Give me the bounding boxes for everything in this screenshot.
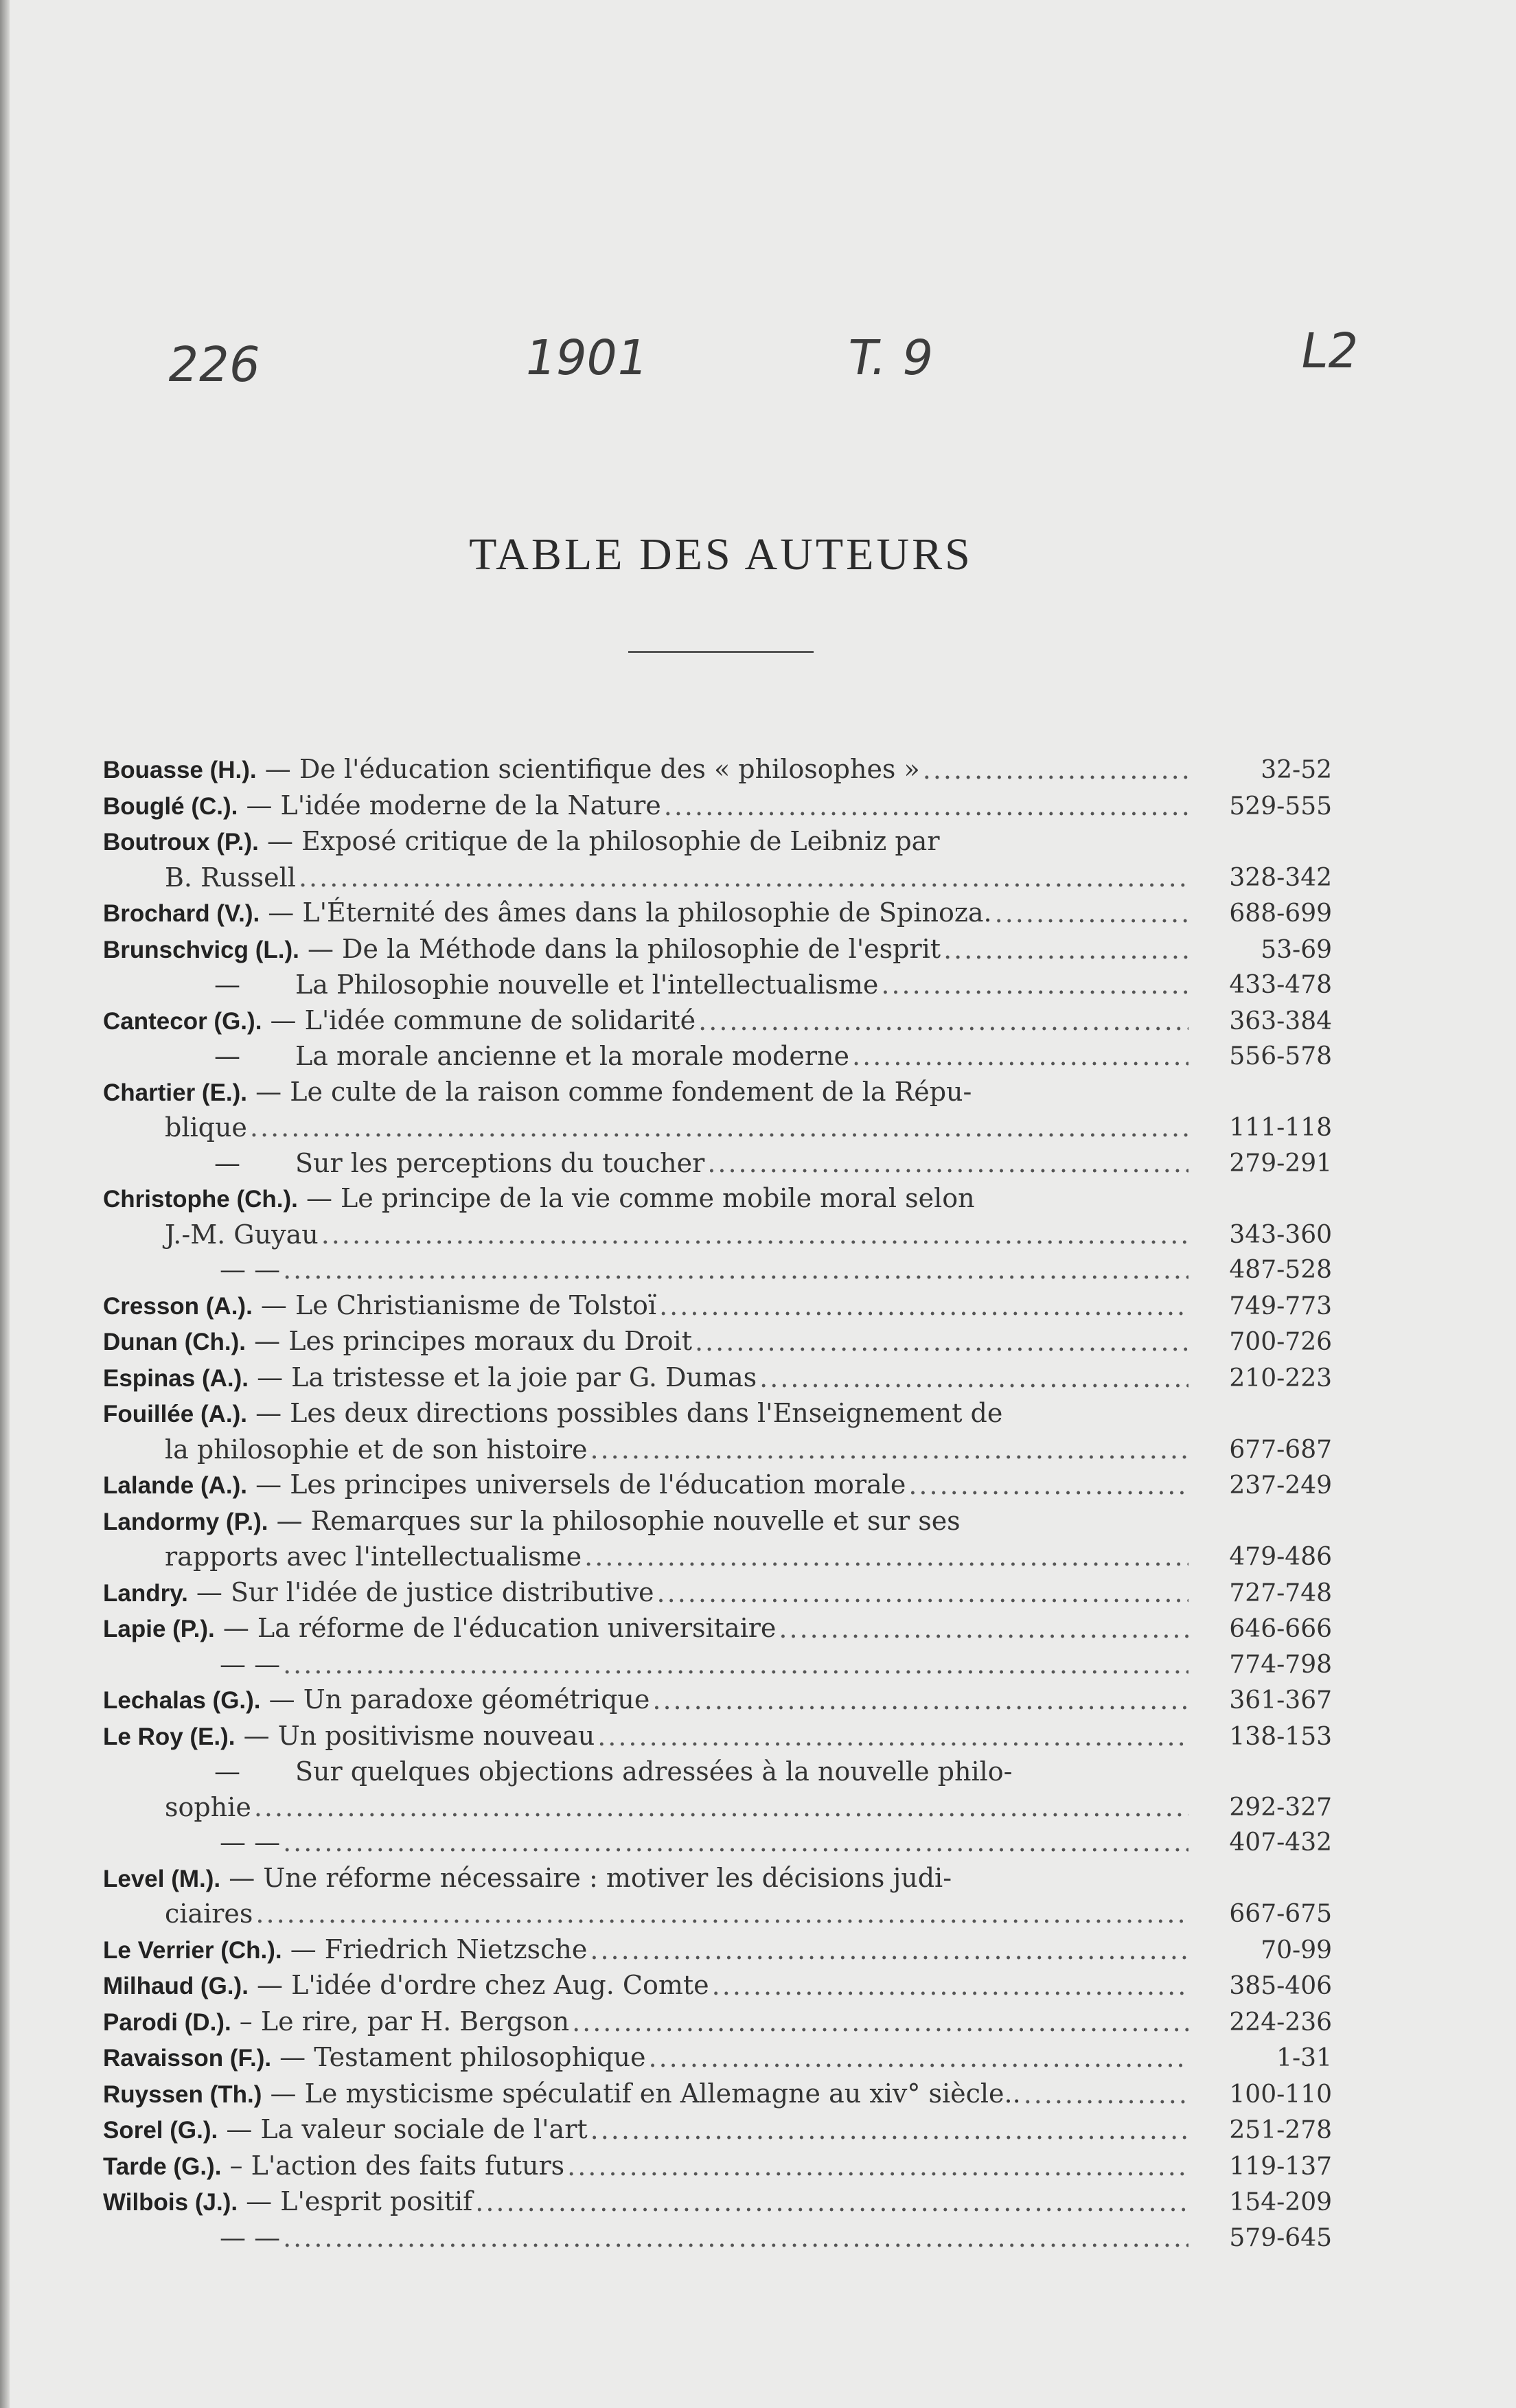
handwritten-mark-year: 1901: [520, 330, 653, 386]
table-row: [103, 1968, 1332, 2004]
page-range: 70-99: [1261, 1936, 1332, 1964]
author-name: Lechalas (G.).: [103, 1687, 261, 1714]
entry-text: [103, 2184, 1191, 2221]
work-title: — De la Méthode dans la philosophie de l'esprit: [299, 933, 941, 964]
table-row: [103, 2004, 1332, 2041]
page-range: 774-798: [1229, 1650, 1332, 1679]
entry-lead: [103, 1539, 582, 1575]
entry-text: [103, 1754, 1191, 1790]
page-range: 479-486: [1229, 1543, 1332, 1571]
leader-dots: [712, 1969, 1188, 2004]
work-title: — Le culte de la raison comme fondement de la Répu-: [247, 1076, 972, 1107]
page-range: 677-687: [1229, 1435, 1332, 1464]
entry-text: [103, 1968, 1191, 2004]
leader-dots: [250, 1110, 1188, 1146]
work-title: — —: [220, 1649, 281, 1679]
author-name: Chartier (E.).: [103, 1079, 248, 1106]
entry-lead: [103, 1324, 692, 1360]
title-underline-rule: [628, 651, 814, 653]
leader-dots: [590, 1432, 1188, 1468]
table-row: [103, 824, 1332, 860]
entry-lead: [103, 1039, 849, 1075]
handwritten-mark-tome: T. 9: [842, 330, 938, 386]
author-name: Sorel (G.).: [103, 2117, 218, 2144]
entry-text: [103, 1682, 1191, 1719]
work-title: rapports avec l'intellectualisme: [165, 1541, 582, 1572]
work-title: – Le rire, par H. Bergson: [231, 2006, 570, 2037]
page-range: 361-367: [1229, 1686, 1332, 1715]
page-range: 292-327: [1229, 1793, 1332, 1822]
leader-dots: [283, 2221, 1188, 2256]
entry-lead: [103, 1647, 280, 1683]
work-title: B. Russell: [165, 862, 296, 893]
work-title: — —: [220, 1827, 281, 1857]
author-name: Christophe (Ch.).: [103, 1186, 298, 1213]
author-name: Brunschvicg (L.).: [103, 936, 299, 963]
page-range: 749-773: [1229, 1292, 1332, 1320]
page-range: 433-478: [1229, 971, 1332, 999]
work-title: — La valeur sociale de l'art: [218, 2114, 588, 2144]
work-title: — Friedrich Nietzsche: [282, 1934, 588, 1964]
handwritten-mark-code: L2: [1296, 323, 1364, 379]
table-row: [103, 1504, 1332, 1540]
entry-lead: [103, 1181, 975, 1217]
leader-dots: [659, 1289, 1188, 1325]
work-title: — Un paradoxe géométrique: [260, 1684, 650, 1715]
page-title: TABLE DES AUTEURS: [469, 529, 973, 580]
table-row: [103, 1790, 1332, 1826]
work-title: — —: [220, 1254, 281, 1285]
page-range: 579-645: [1229, 2223, 1332, 2252]
entry-lead: [103, 1611, 776, 1647]
author-name: Parodi (D.).: [103, 2008, 231, 2036]
leader-dots: [283, 1825, 1188, 1861]
page-range: 385-406: [1229, 1972, 1332, 2000]
leader-dots: [707, 1146, 1188, 1182]
entry-lead: [103, 1861, 952, 1897]
table-row: [103, 1896, 1332, 1932]
work-title: — —: [220, 2222, 281, 2253]
entry-text: [103, 1288, 1191, 1325]
table-row: [103, 1861, 1332, 1897]
table-row: [103, 932, 1332, 968]
table-row: [103, 1932, 1332, 1969]
leader-dots: [584, 1539, 1188, 1575]
entry-lead: [103, 752, 920, 788]
entry-lead: [103, 1932, 587, 1969]
entry-lead: [103, 1896, 253, 1932]
page-range: 667-675: [1229, 1900, 1332, 1928]
table-row: [103, 1647, 1332, 1683]
work-title: — Le Christianisme de Tolstoï: [252, 1289, 657, 1320]
table-row: [103, 1003, 1332, 1040]
author-name: Lapie (P.).: [103, 1616, 215, 1642]
work-title: — L'idée d'ordre chez Aug. Comte: [248, 1970, 709, 2000]
entry-lead: [103, 1682, 650, 1719]
entry-lead: [103, 2004, 569, 2041]
author-name: Tarde (G.).: [103, 2153, 222, 2180]
work-title: — Exposé critique de la philosophie de Leibniz par: [258, 826, 940, 856]
table-row: [103, 2221, 1332, 2256]
entry-lead: [103, 2112, 588, 2148]
handwritten-mark-volume-number: 226: [163, 336, 265, 393]
table-row: [103, 1682, 1332, 1719]
entry-text: [103, 788, 1191, 825]
work-title: — Testament philosophique: [271, 2042, 646, 2072]
work-title: La morale ancienne et la morale moderne: [295, 1041, 850, 1071]
table-row: [103, 1146, 1332, 1182]
leader-dots: [590, 1933, 1188, 1969]
entry-text: [103, 2112, 1191, 2148]
author-name: Ravaisson (F.).: [103, 2045, 272, 2072]
page-range: 487-528: [1229, 1256, 1332, 1284]
table-row: [103, 1432, 1332, 1468]
page-range: 279-291: [1229, 1149, 1332, 1178]
entry-text: [103, 895, 1191, 932]
leader-dots: [567, 2149, 1188, 2185]
entry-lead: [103, 1575, 654, 1612]
entry-text: [103, 2148, 1191, 2185]
author-table: [103, 752, 1332, 2256]
page-range: 363-384: [1229, 1007, 1332, 1035]
leader-dots: [881, 967, 1188, 1003]
leader-dots: [1024, 2077, 1188, 2113]
entry-lead: [103, 1217, 319, 1253]
table-row: [103, 2148, 1332, 2185]
entry-lead: [103, 1504, 961, 1540]
entry-lead: [103, 1396, 1002, 1432]
entry-text: [103, 2076, 1191, 2113]
author-name: Milhaud (G.).: [103, 1973, 249, 1999]
entry-text: [103, 1110, 1191, 1146]
entry-lead: [103, 1288, 656, 1325]
author-name: Level (M.).: [103, 1865, 221, 1892]
entry-text: [103, 1575, 1191, 1612]
leader-dots: [908, 1468, 1188, 1504]
author-name: Brochard (V.).: [103, 900, 260, 927]
work-title: — L'esprit positif: [238, 2186, 473, 2216]
page-range: 119-137: [1229, 2152, 1332, 2181]
table-row: [103, 2184, 1332, 2221]
entry-lead: [103, 1252, 280, 1288]
table-row: [103, 967, 1332, 1003]
author-name: Le Verrier (Ch.).: [103, 1936, 282, 1964]
author-name: Dunan (Ch.).: [103, 1329, 246, 1355]
entry-text: [103, 1396, 1191, 1432]
indent-spacer: —: [214, 1147, 240, 1178]
work-title: — Le mysticisme spéculatif en Allemagne au xiv° siècle..: [262, 2078, 1021, 2109]
work-title: — Sur l'idée de justice distributive: [187, 1576, 654, 1607]
table-row: [103, 2040, 1332, 2076]
work-title: — L'idée commune de solidarité: [262, 1005, 696, 1035]
leader-dots: [852, 1039, 1188, 1075]
indent-spacer: —: [214, 1041, 240, 1071]
table-row: [103, 752, 1332, 788]
author-name: Espinas (A.).: [103, 1364, 249, 1392]
leader-dots: [657, 1576, 1188, 1612]
table-row: [103, 1539, 1332, 1575]
work-title: — La réforme de l'éducation universitaire: [214, 1613, 777, 1643]
table-row: [103, 860, 1332, 896]
entry-lead: [103, 1110, 247, 1146]
entry-text: [103, 1861, 1191, 1897]
leader-dots: [698, 1004, 1188, 1040]
entry-text: [103, 1146, 1191, 1182]
author-name: Cantecor (G.).: [103, 1007, 262, 1035]
entry-lead: [103, 1467, 906, 1504]
entry-lead: [103, 2221, 280, 2256]
leader-dots: [572, 2005, 1188, 2041]
table-row: [103, 1181, 1332, 1217]
page-range: 154-209: [1229, 2188, 1332, 2216]
work-title: J.-M. Guyau: [165, 1219, 319, 1250]
entry-text: [103, 1467, 1191, 1504]
page-range: 251-278: [1229, 2116, 1332, 2144]
author-name: Landormy (P.).: [103, 1508, 268, 1535]
work-title: Sur les perceptions du toucher: [295, 1147, 705, 1178]
leader-dots: [597, 1719, 1188, 1755]
entry-lead: [103, 1968, 709, 2004]
entry-text: [103, 752, 1191, 788]
entry-lead: [103, 788, 661, 825]
table-row: [103, 788, 1332, 825]
table-row: [103, 1467, 1332, 1504]
work-title: — Un positivisme nouveau: [235, 1720, 595, 1751]
entry-text: [103, 1039, 1191, 1075]
table-row: [103, 1075, 1332, 1111]
table-row: [103, 1252, 1332, 1288]
leader-dots: [475, 2185, 1188, 2221]
work-title: — L'idée moderne de la Nature: [238, 790, 661, 821]
leader-dots: [649, 2041, 1189, 2076]
indent-spacer: —: [214, 970, 240, 1000]
entry-text: [103, 1719, 1191, 1755]
table-row: [103, 1360, 1332, 1397]
entry-text: [103, 1432, 1191, 1468]
entry-text: [103, 1825, 1191, 1861]
entry-lead: [103, 932, 941, 968]
leader-dots: [923, 753, 1188, 788]
entry-text: [103, 1504, 1191, 1540]
page-range: 646-666: [1229, 1615, 1332, 1643]
entry-text: [103, 1790, 1191, 1826]
leader-dots: [759, 1361, 1188, 1397]
table-row: [103, 2076, 1332, 2113]
handwritten-annotations: [0, 323, 1516, 419]
entry-text: [103, 2221, 1191, 2256]
work-title: — De l'éducation scientifique des « philosophes »: [256, 754, 920, 784]
author-name: Wilbois (J.).: [103, 2189, 238, 2216]
work-title: sophie: [165, 1791, 251, 1822]
table-row: [103, 1396, 1332, 1432]
leader-dots: [255, 1896, 1188, 1932]
author-name: Lalande (A.).: [103, 1472, 248, 1499]
author-name: Ruyssen (Th.): [103, 2080, 262, 2108]
table-row: [103, 1039, 1332, 1075]
author-name: Fouillée (A.).: [103, 1401, 247, 1427]
entry-text: [103, 967, 1191, 1003]
page-range: 328-342: [1229, 863, 1332, 892]
leader-dots: [652, 1683, 1188, 1719]
entry-lead: [103, 1146, 704, 1182]
entry-lead: [103, 1003, 696, 1040]
entry-lead: [103, 2184, 472, 2221]
table-row: [103, 1575, 1332, 1612]
author-name: Landry.: [103, 1579, 188, 1607]
work-title: ciaires: [165, 1899, 253, 1929]
work-title: — Les principes moraux du Droit: [246, 1326, 692, 1356]
page-range: 237-249: [1229, 1471, 1332, 1500]
leader-dots: [995, 896, 1188, 932]
leader-dots: [590, 2113, 1188, 2148]
page-range: 210-223: [1229, 1364, 1332, 1392]
work-title: La Philosophie nouvelle et l'intellectualisme: [295, 970, 879, 1000]
entry-lead: [103, 824, 939, 860]
page-range: 1-31: [1276, 2044, 1332, 2072]
leader-dots: [283, 1252, 1188, 1288]
entry-text: [103, 1324, 1191, 1360]
table-row: [103, 1754, 1332, 1790]
author-name: Boutroux (P.).: [103, 829, 259, 856]
author-name: Cresson (A.).: [103, 1292, 253, 1320]
leader-dots: [664, 789, 1188, 825]
page-range: 407-432: [1229, 1828, 1332, 1857]
entry-lead: [103, 2076, 1021, 2113]
work-title: blique: [165, 1112, 247, 1143]
entry-lead: [103, 2148, 564, 2185]
leader-dots: [254, 1790, 1188, 1826]
entry-lead: [103, 1790, 251, 1826]
indent-spacer: —: [214, 1756, 240, 1787]
entry-lead: [103, 1719, 595, 1755]
entry-text: [103, 1003, 1191, 1040]
table-row: [103, 1110, 1332, 1146]
table-row: [103, 1217, 1332, 1253]
page-range: 529-555: [1229, 792, 1332, 821]
page-range: 32-52: [1261, 756, 1332, 784]
entry-text: [103, 1075, 1191, 1111]
table-row: [103, 1611, 1332, 1647]
table-row: [103, 1825, 1332, 1861]
author-name: Le Roy (E.).: [103, 1723, 236, 1750]
page-range: 111-118: [1229, 1114, 1332, 1142]
work-title: — Les principes universels de l'éducation morale: [247, 1469, 906, 1500]
table-row: [103, 1719, 1332, 1755]
entry-text: [103, 1217, 1191, 1253]
page-range: 700-726: [1229, 1328, 1332, 1356]
entry-text: [103, 1360, 1191, 1397]
work-title: Sur quelques objections adressées à la nouvelle philo-: [295, 1756, 1013, 1787]
table-row: [103, 1288, 1332, 1325]
leader-dots: [299, 860, 1188, 896]
entry-text: [103, 1647, 1191, 1683]
work-title: — Remarques sur la philosophie nouvelle et sur ses: [268, 1505, 961, 1536]
leader-dots: [779, 1612, 1188, 1647]
author-name: Bouglé (C.).: [103, 792, 238, 820]
entry-text: [103, 1932, 1191, 1969]
table-row: [103, 2112, 1332, 2148]
entry-lead: [103, 895, 992, 932]
author-name: Bouasse (H.).: [103, 757, 257, 783]
leader-dots: [695, 1325, 1188, 1360]
table-row: [103, 1324, 1332, 1360]
work-title: la philosophie et de son histoire: [165, 1434, 588, 1465]
entry-text: [103, 2040, 1191, 2076]
work-title: – L'action des faits futurs: [221, 2150, 565, 2181]
entry-text: [103, 824, 1191, 860]
entry-lead: [103, 1754, 1012, 1790]
entry-text: [103, 1181, 1191, 1217]
entry-text: [103, 860, 1191, 896]
work-title: — Une réforme nécessaire : motiver les décisions judi-: [220, 1862, 952, 1893]
table-row: [103, 895, 1332, 932]
entry-text: [103, 1896, 1191, 1932]
page-range: 100-110: [1229, 2080, 1332, 2109]
page-range: 53-69: [1261, 935, 1332, 964]
leader-dots: [283, 1647, 1188, 1683]
work-title: — L'Éternité des âmes dans la philosophie de Spinoza.: [260, 897, 992, 928]
entry-text: [103, 932, 1191, 968]
work-title: — Le principe de la vie comme mobile moral selon: [297, 1183, 975, 1213]
entry-text: [103, 2004, 1191, 2041]
entry-lead: [103, 1825, 280, 1861]
page-range: 688-699: [1229, 899, 1332, 928]
page-range: 727-748: [1229, 1579, 1332, 1607]
leader-dots: [943, 932, 1188, 968]
entry-lead: [103, 1432, 588, 1468]
page-range: 343-360: [1229, 1220, 1332, 1249]
page-range: 556-578: [1229, 1042, 1332, 1070]
work-title: — La tristesse et la joie par G. Dumas: [248, 1362, 757, 1392]
entry-lead: [103, 1360, 757, 1397]
page-range: 138-153: [1229, 1722, 1332, 1751]
leader-dots: [321, 1217, 1188, 1253]
entry-text: [103, 1611, 1191, 1647]
entry-text: [103, 1539, 1191, 1575]
entry-lead: [103, 860, 296, 896]
page-range: 224-236: [1229, 2008, 1332, 2037]
entry-lead: [103, 1075, 972, 1111]
work-title: — Les deux directions possibles dans l'Enseignement de: [247, 1398, 1003, 1428]
entry-lead: [103, 2040, 646, 2076]
entry-lead: [103, 967, 878, 1003]
entry-text: [103, 1252, 1191, 1288]
